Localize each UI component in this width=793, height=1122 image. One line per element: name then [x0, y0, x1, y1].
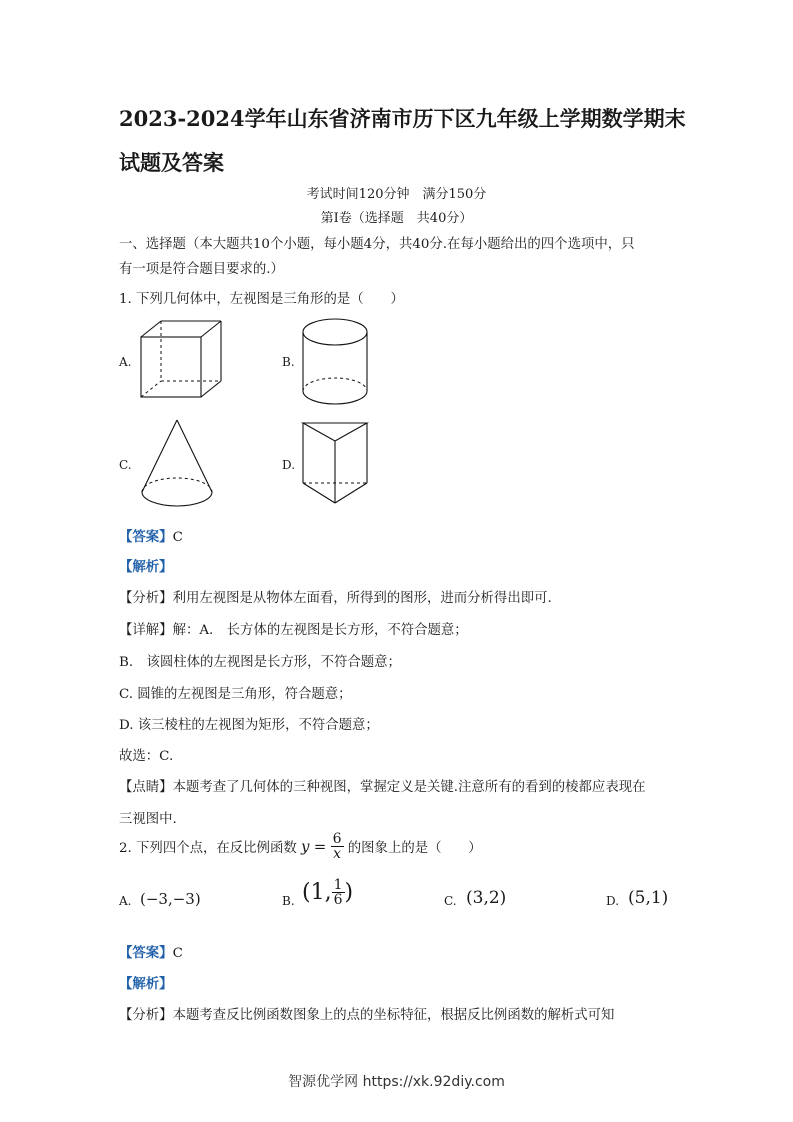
q1-line-c: C. 圆锥的左视图是三角形，符合题意；: [119, 687, 352, 702]
q2-option-a-value: (−3,−3): [140, 890, 201, 908]
q1-line-b: B. 该圆柱体的左视图是长方形，不符合题意；: [119, 655, 401, 670]
cube-icon: [138, 318, 228, 403]
q1-stem: 1. 下列几何体中，左视图是三角形的是（ ）: [119, 292, 404, 307]
q2-option-b-fraction: [332, 878, 345, 907]
fenxi-text: 利用左视图是从物体左面看，所得到的图形，进而分析得出即可.: [172, 591, 552, 606]
fenxi-tag: 【分析】: [119, 591, 173, 606]
footer-watermark: 智源优学网 https://xk.92diy.com: [288, 1074, 505, 1090]
func-fraction: [331, 832, 344, 861]
func-numerator: 6: [332, 831, 342, 847]
q1-analysis-tag: [119, 556, 173, 575]
q2-stem-post: 的图象上的是（ ）: [347, 841, 482, 856]
q1-dianjing-line1: [119, 776, 646, 795]
q1-option-b-label: B.: [282, 355, 295, 369]
fenxi-tag: 【分析】: [119, 1008, 173, 1023]
q1-xiangjie: [119, 619, 468, 638]
q1-answer: [119, 526, 183, 545]
answer-value: C: [172, 946, 183, 961]
q2-option-d-value: (5,1): [628, 888, 669, 908]
cylinder-icon: [300, 315, 372, 407]
volume-heading: 第Ⅰ卷（选择题 共40分）: [320, 211, 473, 226]
q2-option-b-value: [302, 878, 353, 907]
q1-option-c-label: C.: [119, 458, 132, 472]
q1-option-d-label: D.: [282, 458, 296, 472]
q2-option-c-label: C.: [444, 894, 457, 908]
func-eq: =: [313, 837, 327, 856]
q2-stem: [119, 832, 482, 861]
q1-line-d: D. 该三棱柱的左视图为矩形，不符合题意；: [119, 718, 379, 733]
triangular-prism-icon: [300, 418, 372, 514]
exam-info: 考试时间120分钟 满分150分: [306, 187, 487, 202]
q2-option-c-value: (3,2): [466, 888, 507, 908]
document-title-line1: 2023-2024学年山东省济南市历下区九年级上学期数学期末: [119, 106, 686, 131]
q2-option-b-pre: (1,: [302, 880, 332, 905]
q1-fenxi: [119, 587, 552, 606]
analysis-tag: 【解析】: [119, 559, 173, 575]
fenxi-text: 本题考查反比例函数图象上的点的坐标特征，根据反比例函数的解析式可知: [172, 1008, 615, 1023]
q2-option-a-label: A.: [119, 894, 132, 908]
q1-conclusion: 故选：C.: [119, 749, 174, 764]
q2-stem-pre: 2. 下列四个点，在反比例函数: [119, 841, 297, 856]
dianjing-text: 本题考查了几何体的三种视图，掌握定义是关键.注意所有的看到的棱都应表现在: [172, 780, 646, 795]
q2-option-d-label: D.: [606, 894, 620, 908]
q2-option-b-numerator: 1: [333, 877, 343, 893]
q1-dianjing-line2: 三视图中.: [119, 812, 177, 827]
analysis-tag: 【解析】: [119, 976, 173, 992]
func-y: y: [301, 837, 310, 856]
q2-answer: [119, 942, 183, 961]
func-denominator: x: [333, 846, 341, 862]
section-intro-line2: 有一项是符合题目要求的.）: [119, 262, 284, 277]
xiangjie-text: 解：A. 长方体的左视图是长方形，不符合题意；: [172, 623, 468, 638]
q2-option-b-label: B.: [282, 894, 295, 908]
answer-value: C: [172, 530, 183, 545]
dianjing-tag: 【点睛】: [119, 780, 173, 795]
section-intro-line1: 一、选择题（本大题共10个小题，每小题4分，共40分.在每小题给出的四个选项中，只: [119, 237, 635, 252]
q1-option-a-label: A.: [119, 355, 132, 369]
document-title-line2: 试题及答案: [119, 150, 224, 175]
q2-analysis-tag: [119, 973, 173, 992]
answer-tag: 【答案】: [119, 529, 173, 545]
q2-fenxi: [119, 1004, 614, 1023]
answer-tag: 【答案】: [119, 945, 173, 961]
xiangjie-tag: 【详解】: [119, 623, 173, 638]
q2-option-b-denominator: 6: [333, 892, 343, 908]
q2-option-b-post: ): [344, 880, 354, 905]
cone-icon: [138, 417, 218, 511]
